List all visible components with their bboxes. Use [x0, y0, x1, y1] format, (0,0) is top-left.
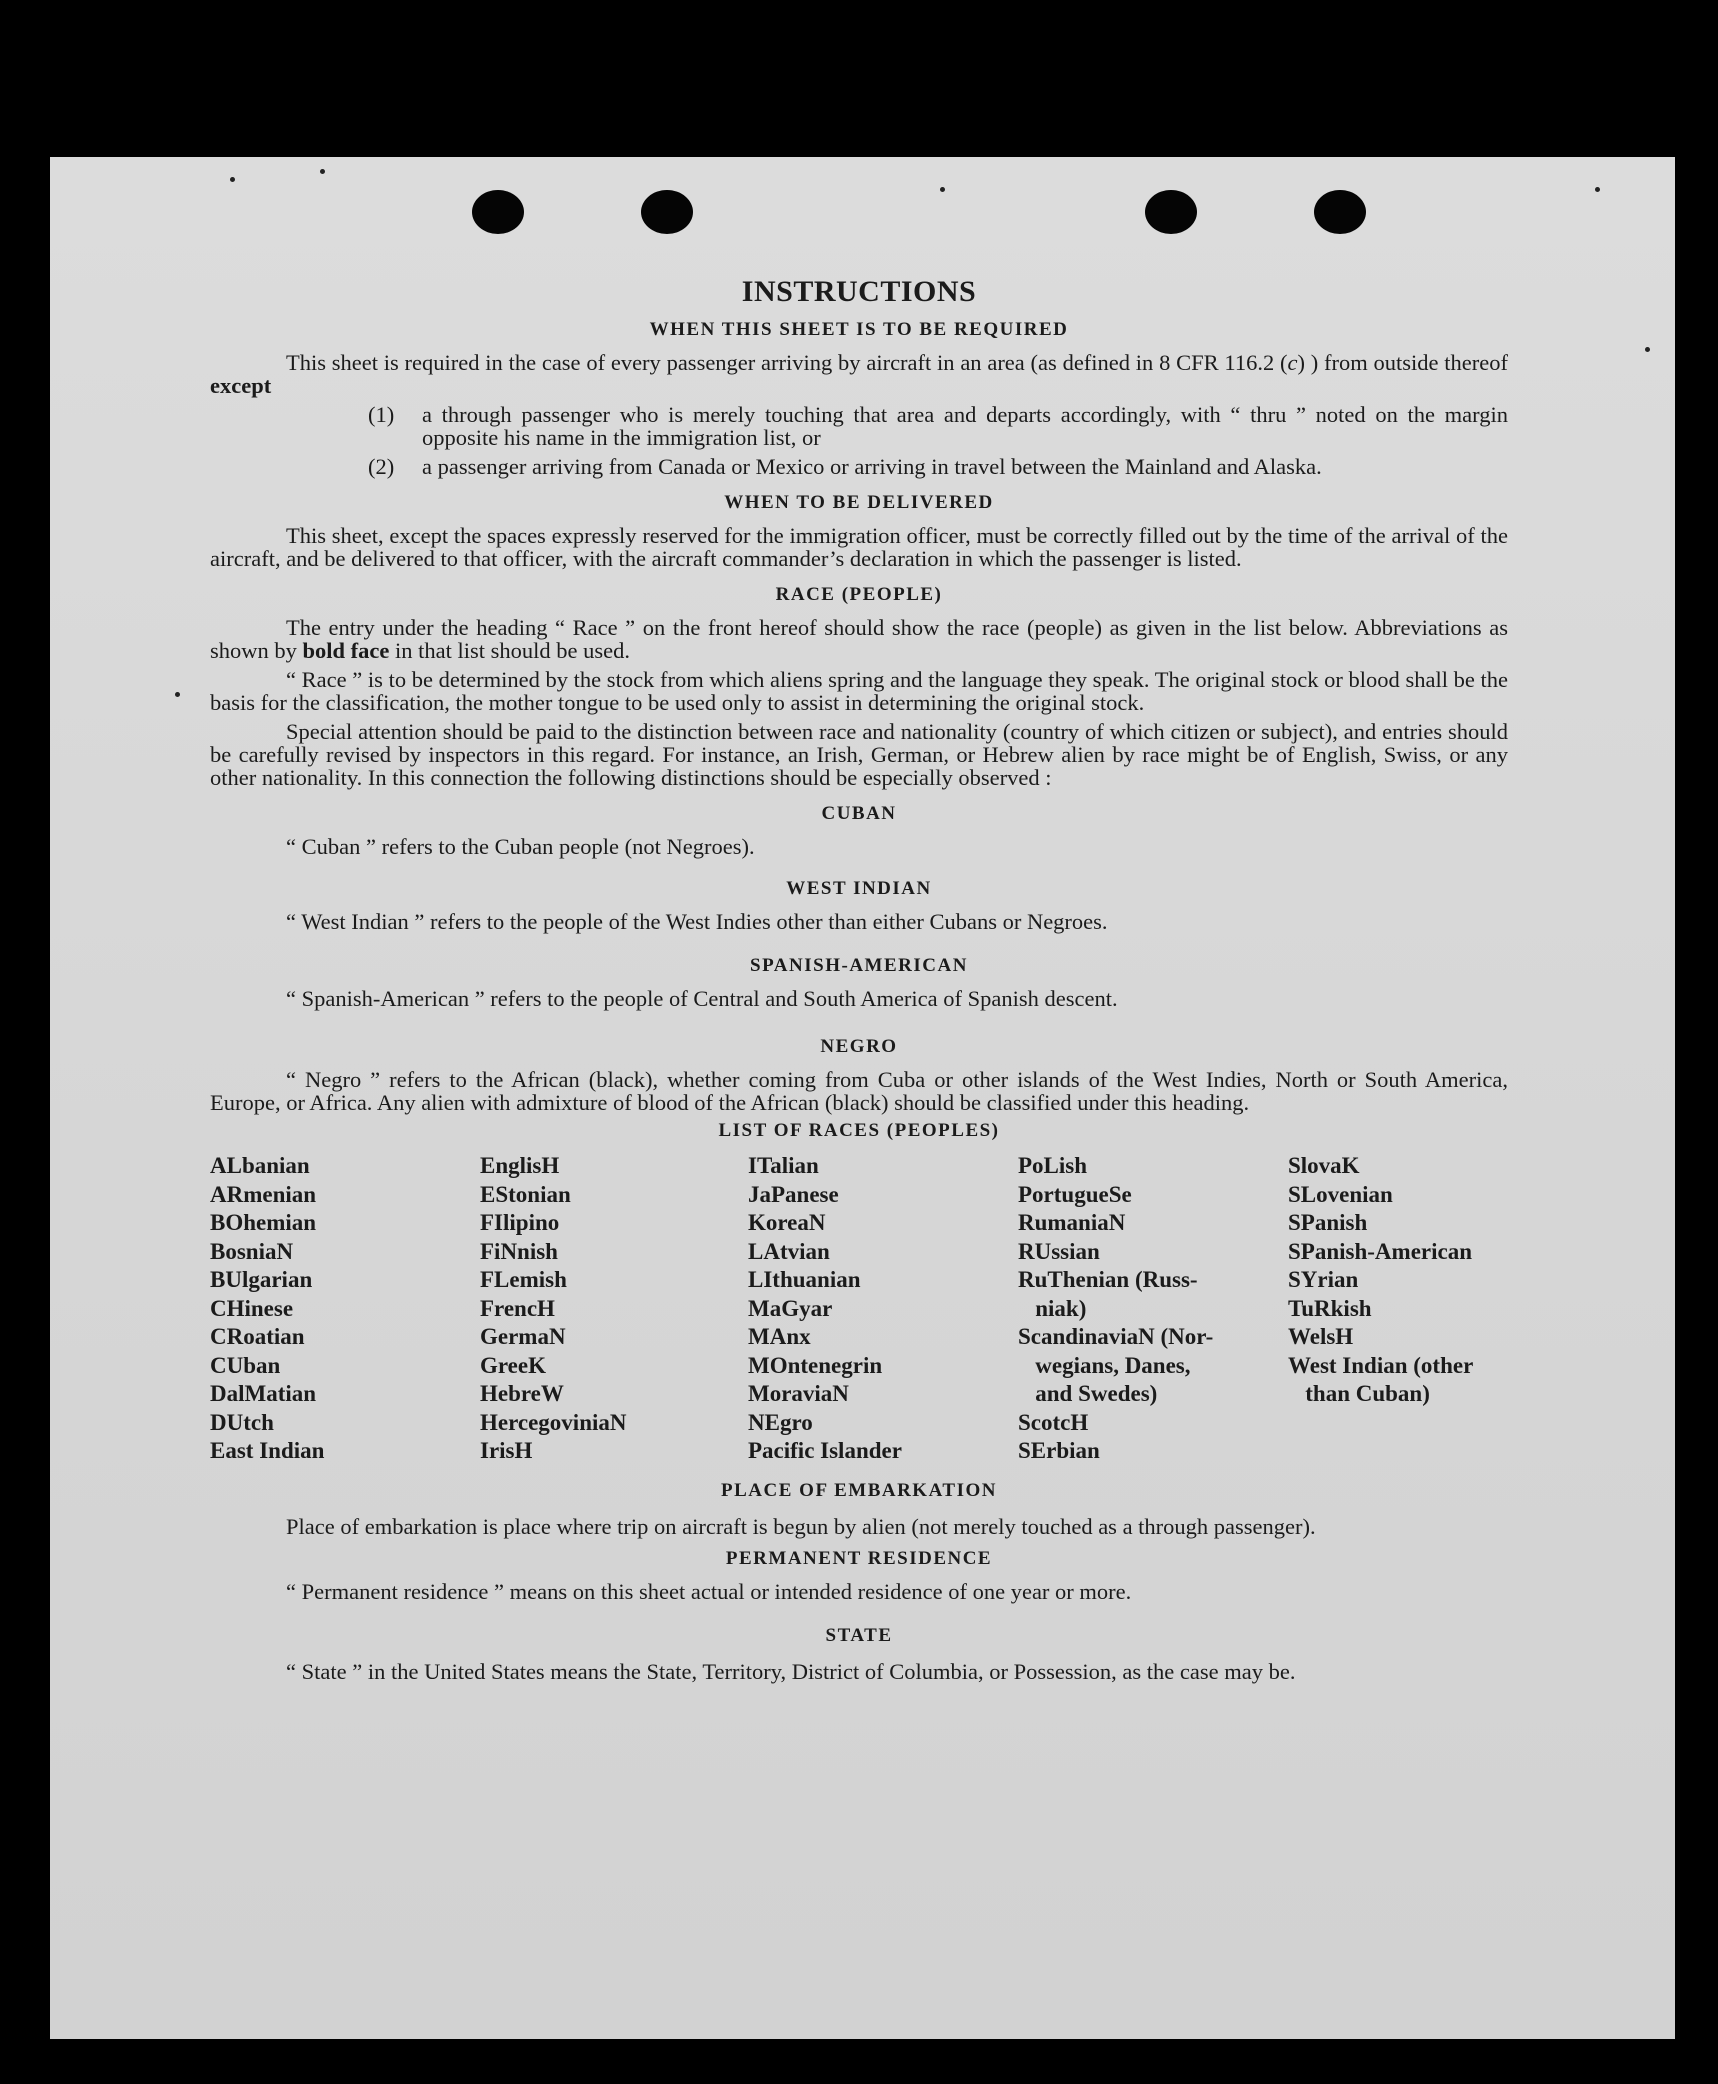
- race-entry: [210, 1380, 480, 1409]
- speck: [175, 692, 180, 697]
- race-abbreviation: SP: [1288, 1210, 1315, 1235]
- race-abbreviation: MAnx: [748, 1324, 811, 1349]
- race-entry: [210, 1409, 480, 1438]
- race-entry: [210, 1181, 480, 1210]
- race-entry: [210, 1437, 480, 1466]
- race-entry: [480, 1380, 748, 1409]
- race-abbreviation: SE: [1018, 1438, 1047, 1463]
- race-name-rest: emish: [509, 1267, 567, 1292]
- race-name-rest: and Swedes): [1018, 1381, 1158, 1406]
- race-entry: [210, 1266, 480, 1295]
- race-abbreviation: SY: [1288, 1267, 1318, 1292]
- race-entry: [748, 1209, 1018, 1238]
- race-entry: [1018, 1295, 1288, 1324]
- race-name-rest: alian: [770, 1153, 819, 1178]
- punch-hole: [1145, 190, 1197, 234]
- race-abbreviation: CU: [210, 1352, 244, 1378]
- race-entry: [210, 1295, 480, 1324]
- race-entry: [480, 1437, 748, 1466]
- race-abbreviation: East Indian: [210, 1438, 325, 1463]
- race-entry: [1288, 1437, 1508, 1466]
- section-heading-list: LIST OF RACES (PEOPLES): [718, 1120, 1000, 1141]
- race-entry: [1288, 1181, 1508, 1210]
- race-abbreviation: JaPanese: [748, 1181, 839, 1207]
- race-entry: [1288, 1295, 1508, 1324]
- race-name-rest: ssian: [1051, 1238, 1100, 1264]
- race-abbreviation: IrisH: [480, 1438, 533, 1463]
- punch-hole: [472, 190, 524, 234]
- race-abbreviation: IT: [748, 1153, 771, 1178]
- race-abbreviation: MaGyar: [748, 1295, 833, 1321]
- race-name-rest: (Nor-: [1154, 1324, 1214, 1349]
- race-paragraph-3: Special attention should be paid to the distinction between race and nationality (country of which citizen or subject), and entries should be carefully revised by inspectors in this regard. For instance, an Irish, German, or Hebrew alien by race might be of English, Swiss, or any other nationality. In this connection the following distinctions should be especially observed :: [210, 719, 1508, 790]
- west-indian-text: “ West Indian ” refers to the people of the West Indies other than either Cubans or Negroes.: [286, 909, 1108, 934]
- required-intro-italic: c: [1287, 350, 1298, 375]
- race-name-rest: lipino: [503, 1210, 560, 1235]
- race-name-rest: rbian: [1046, 1438, 1100, 1463]
- section-heading-cuban: CUBAN: [821, 803, 897, 824]
- speck: [940, 187, 945, 192]
- race-entry: [1018, 1209, 1288, 1238]
- race-entry: [1018, 1181, 1288, 1210]
- race-entry: [480, 1238, 748, 1267]
- race-entry: [480, 1152, 748, 1181]
- race-name-rest: menian: [243, 1181, 317, 1207]
- page-title: INSTRUCTIONS: [741, 275, 977, 308]
- race-entry: [748, 1181, 1018, 1210]
- race-abbreviation: WelsH: [1288, 1324, 1354, 1349]
- race-abbreviation: ScandinaviaN: [1018, 1324, 1155, 1349]
- race-abbreviation: DU: [210, 1409, 244, 1435]
- race-name-rest: gro: [779, 1409, 813, 1435]
- race-entry: [480, 1181, 748, 1210]
- race-p1-text: The entry under the heading “ Race ” on the front hereof should show the race (people) as given in the list below. Abbreviations as shown by: [210, 615, 1508, 663]
- race-abbreviation: AL: [210, 1153, 242, 1178]
- race-entry: [210, 1152, 480, 1181]
- speck: [320, 169, 325, 174]
- race-name-rest: ntenegrin: [787, 1352, 883, 1378]
- race-entry: [748, 1323, 1018, 1352]
- race-name-rest: ovenian: [1316, 1181, 1393, 1207]
- negro-text: “ Negro ” refers to the African (black), whether coming from Cuba or other islands of the West Indies, North or South America, Europe, or Africa. Any alien with admixture of blood of the African (black) should be classified under this heading.: [210, 1067, 1508, 1115]
- race-name-rest: wegians, Danes,: [1018, 1352, 1191, 1378]
- race-entry: [1288, 1266, 1508, 1295]
- race-entry: [1018, 1238, 1288, 1267]
- race-entry: [1018, 1152, 1288, 1181]
- race-entry: [1288, 1323, 1508, 1352]
- race-abbreviation: CR: [210, 1324, 244, 1349]
- race-entry: [1018, 1409, 1288, 1438]
- race-abbreviation: FiNnish: [480, 1238, 558, 1264]
- delivered-text: This sheet, except the spaces expressly reserved for the immigration officer, must be correctly filled out by the time of the arrival of the aircraft, and be delivered to that officer, with the aircraft commander’s declaration in which the passenger is listed.: [210, 523, 1508, 571]
- exception-item: [210, 403, 1508, 449]
- race-entry: [210, 1209, 480, 1238]
- race-name-rest: banian: [241, 1153, 310, 1178]
- exception-item: [210, 455, 1508, 478]
- residence-text: “ Permanent residence ” means on this sheet actual or intended residence of one year or more.: [286, 1578, 1132, 1604]
- race-column: [210, 1152, 480, 1466]
- race-abbreviation: PoLish: [1018, 1153, 1088, 1178]
- race-name-rest: lgarian: [241, 1267, 313, 1292]
- race-abbreviation: FrencH: [480, 1295, 555, 1321]
- race-name-rest: (Russ-: [1129, 1267, 1198, 1292]
- race-entry: [480, 1209, 748, 1238]
- race-name-rest: tch: [243, 1409, 274, 1435]
- race-entry: [1018, 1323, 1288, 1352]
- race-abbreviation: West Indian: [1288, 1352, 1408, 1378]
- race-abbreviation: LI: [748, 1267, 773, 1292]
- race-entry: [480, 1295, 748, 1324]
- race-abbreviation: SL: [1288, 1181, 1317, 1207]
- race-abbreviation: AR: [210, 1181, 244, 1207]
- race-entry: [1288, 1209, 1508, 1238]
- race-paragraph-2: “ Race ” is to be determined by the stock from which aliens spring and the language they speak. The original stock or blood shall be the basis for the classification, the mother tongue to be used only to assist in determining the original stock.: [210, 667, 1508, 715]
- race-abbreviation: PortugueSe: [1018, 1181, 1132, 1207]
- race-entry: [1018, 1380, 1288, 1409]
- race-abbreviation: RumaniaN: [1018, 1210, 1126, 1235]
- exception-number: (2): [368, 454, 395, 479]
- punch-hole: [1314, 190, 1366, 234]
- race-entry: [480, 1352, 748, 1381]
- race-entry: [1288, 1238, 1508, 1267]
- race-abbreviation: MO: [748, 1352, 788, 1378]
- section-heading-required: WHEN THIS SHEET IS TO BE REQUIRED: [649, 319, 1069, 340]
- race-entry: [1288, 1380, 1508, 1409]
- race-abbreviation: SlovaK: [1288, 1153, 1360, 1178]
- race-abbreviation: KoreaN: [748, 1210, 826, 1235]
- section-heading-state: STATE: [825, 1624, 893, 1646]
- race-name-rest: oatian: [243, 1324, 305, 1349]
- race-abbreviation: ScotcH: [1018, 1409, 1089, 1435]
- race-column: [1018, 1152, 1288, 1466]
- race-abbreviation: HercegoviniaN: [480, 1409, 627, 1435]
- race-abbreviation: GermaN: [480, 1324, 566, 1349]
- race-abbreviation: CH: [210, 1295, 245, 1321]
- race-abbreviation: GreeK: [480, 1352, 546, 1378]
- race-abbreviation: FL: [480, 1267, 510, 1292]
- race-entry: [1288, 1409, 1508, 1438]
- section-heading-west-indian: WEST INDIAN: [786, 878, 932, 899]
- race-list: [210, 1152, 1508, 1466]
- section-heading-race: RACE (PEOPLE): [775, 584, 943, 605]
- race-name-rest: rian: [1317, 1267, 1359, 1292]
- race-abbreviation: BU: [210, 1267, 242, 1292]
- race-p1-bold: bold face: [302, 638, 390, 663]
- race-entry: [1018, 1437, 1288, 1466]
- required-intro-text-2: ) ) from outside thereof: [1297, 350, 1508, 375]
- race-abbreviation: ES: [480, 1181, 509, 1207]
- section-heading-delivered: WHEN TO BE DELIVERED: [724, 492, 994, 513]
- required-intro-except: except: [210, 373, 272, 398]
- race-name-rest: ban: [243, 1352, 281, 1378]
- race-entry: [210, 1352, 480, 1381]
- race-abbreviation: MoraviaN: [748, 1381, 849, 1406]
- race-entry: [1288, 1352, 1508, 1381]
- race-abbreviation: Pacific Islander: [748, 1438, 902, 1463]
- embarkation-text: Place of embarkation is place where trip on aircraft is begun by alien (not merely touched as a through passenger).: [286, 1513, 1316, 1539]
- race-name-rest: anish: [1314, 1210, 1368, 1235]
- race-entry: [748, 1295, 1018, 1324]
- speck: [1645, 347, 1650, 352]
- race-entry: [210, 1323, 480, 1352]
- required-intro-text: This sheet is required in the case of every passenger arriving by aircraft in an area (as defined in 8 CFR 116.2 (: [286, 350, 1288, 375]
- race-entry: [748, 1266, 1018, 1295]
- race-abbreviation: FI: [480, 1210, 503, 1235]
- section-heading-residence: PERMANENT RESIDENCE: [725, 1547, 993, 1569]
- speck: [230, 177, 235, 182]
- race-entry: [480, 1409, 748, 1438]
- race-abbreviation: TuRkish: [1288, 1295, 1372, 1321]
- race-name-rest: niak): [1018, 1295, 1087, 1321]
- exception-text: a passenger arriving from Canada or Mexico or arriving in travel between the Mainland and Alaska.: [422, 454, 1322, 479]
- race-name-rest: tvian: [779, 1238, 830, 1264]
- race-name-rest: N: [276, 1238, 294, 1264]
- race-abbreviation: RU: [1018, 1238, 1052, 1264]
- race-column: [1288, 1152, 1508, 1466]
- race-abbreviation: RuThenian: [1018, 1267, 1130, 1292]
- race-entry: [1018, 1266, 1288, 1295]
- race-entry: [748, 1380, 1018, 1409]
- race-abbreviation: LA: [748, 1238, 780, 1264]
- race-abbreviation: DalMatian: [210, 1381, 317, 1406]
- race-entry: [1288, 1152, 1508, 1181]
- race-column: [748, 1152, 1018, 1466]
- race-name-rest: thuanian: [772, 1267, 861, 1292]
- section-heading-embarkation: PLACE OF EMBARKATION: [721, 1479, 997, 1501]
- speck: [1595, 187, 1600, 192]
- race-abbreviation: Bosnia: [210, 1238, 277, 1264]
- race-abbreviation: HebreW: [480, 1381, 564, 1406]
- document-sheet: [50, 157, 1675, 2039]
- race-abbreviation: EnglisH: [480, 1153, 560, 1178]
- race-name-rest: than Cuban): [1288, 1381, 1430, 1406]
- race-name-rest: anish-American: [1314, 1238, 1473, 1264]
- section-heading-spanish-american: SPANISH-AMERICAN: [750, 955, 968, 976]
- race-abbreviation: NE: [748, 1409, 780, 1435]
- race-name-rest: inese: [244, 1295, 294, 1321]
- punch-hole: [641, 190, 693, 234]
- cuban-text: “ Cuban ” refers to the Cuban people (not Negroes).: [286, 834, 755, 859]
- race-entry: [748, 1409, 1018, 1438]
- race-p1-text-2: in that list should be used.: [389, 638, 631, 663]
- race-entry: [210, 1238, 480, 1267]
- required-intro: [210, 351, 1508, 397]
- state-text: “ State ” in the United States means the State, Territory, District of Columbia, or Possession, as the case may be.: [286, 1658, 1296, 1684]
- race-entry: [480, 1266, 748, 1295]
- race-entry: [748, 1437, 1018, 1466]
- exception-text: a through passenger who is merely touching that area and departs accordingly, with “ thru ” noted on the margin opposite his name in the immigration list, or: [422, 402, 1508, 450]
- race-abbreviation: SP: [1288, 1238, 1315, 1264]
- instructions-content: [210, 275, 1508, 1693]
- race-name-rest: (other: [1407, 1352, 1474, 1378]
- race-entry: [748, 1238, 1018, 1267]
- race-entry: [748, 1352, 1018, 1381]
- spanish-american-text: “ Spanish-American ” refers to the people of Central and South America of Spanish descent.: [286, 986, 1118, 1011]
- race-name-rest: hemian: [243, 1210, 317, 1235]
- race-entry: [1018, 1352, 1288, 1381]
- race-paragraph-1: [210, 616, 1508, 662]
- race-entry: [480, 1323, 748, 1352]
- race-entry: [748, 1152, 1018, 1181]
- race-name-rest: tonian: [508, 1181, 571, 1207]
- exception-number: (1): [368, 402, 395, 427]
- race-abbreviation: BO: [210, 1210, 244, 1235]
- race-column: [480, 1152, 748, 1466]
- section-heading-negro: NEGRO: [820, 1036, 898, 1057]
